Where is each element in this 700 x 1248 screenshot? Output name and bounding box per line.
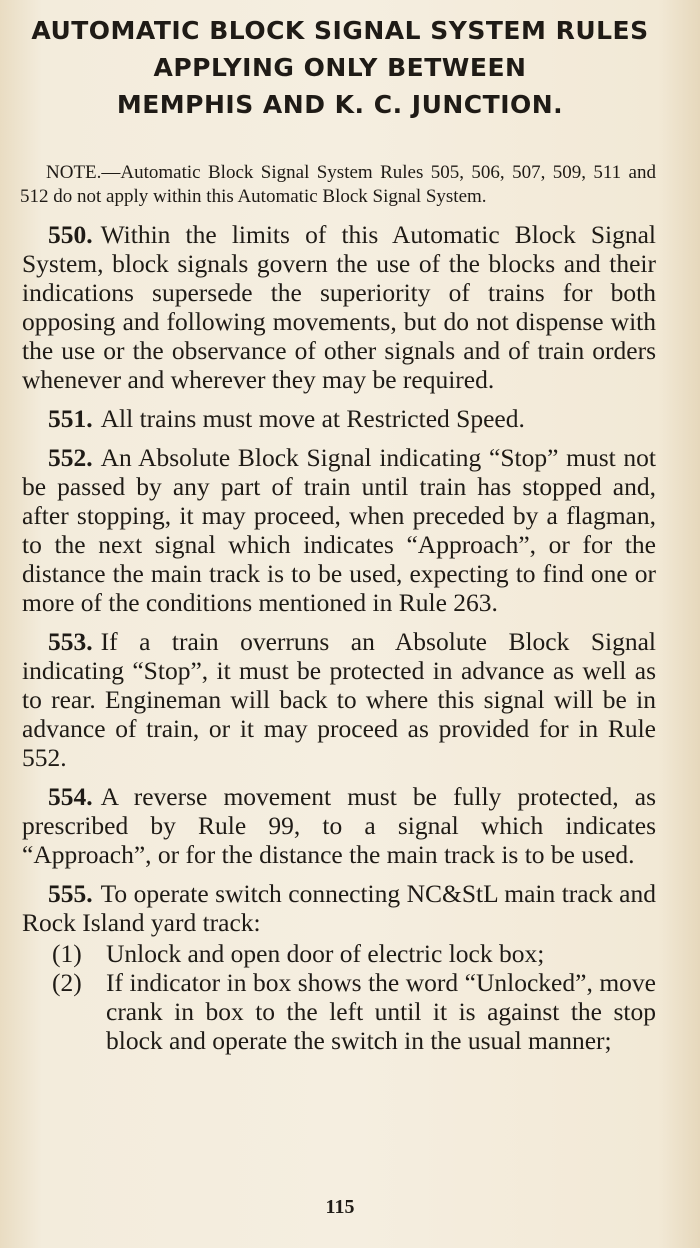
- subitem-text: Unlock and open door of electric lock box;: [106, 939, 545, 968]
- subitem-marker: (1): [52, 939, 82, 968]
- rule-number: 555.: [48, 879, 93, 908]
- page-number: 115: [325, 1196, 355, 1218]
- note-paragraph: NOTE.—Automatic Block Signal System Rules 505, 506, 507, 509, 511 and 512 do not apply within this Automatic Block Signal System.: [20, 162, 656, 207]
- subitem-marker: (2): [52, 968, 82, 997]
- rules-list: [22, 220, 656, 1055]
- rule-text: A reverse movement must be fully protected, as prescribed by Rule 99, to a signal which indicates “Approach”, or for the distance the main track is to be used.: [22, 782, 656, 869]
- rule-555: [22, 879, 656, 937]
- heading-line-3: MEMPHIS AND K. C. JUNCTION.: [116, 90, 564, 119]
- rule-text: Within the limits of this Automatic Block Signal System, block signals govern the use of the blocks and their indications supersede the superiority of trains for both opposing and following movements, but do not dispense with the use or the observance of other signals and of train orders whenever and wherever they may be required.: [22, 220, 656, 394]
- rule-555-subitem-1: [22, 939, 656, 968]
- rule-number: 551.: [48, 404, 93, 433]
- rule-number: 550.: [48, 220, 93, 249]
- rule-551: [22, 404, 656, 433]
- rule-text: All trains must move at Restricted Speed.: [100, 404, 525, 433]
- rule-555-subitem-2: [22, 968, 656, 1055]
- rule-552: [22, 443, 656, 617]
- subitem-text: If indicator in box shows the word “Unlocked”, move crank in box to the left until it is against the stop block and operate the switch in the usual manner;: [106, 968, 656, 1055]
- rule-number: 554.: [48, 782, 93, 811]
- rule-number: 553.: [48, 627, 93, 656]
- heading-line-2: APPLYING ONLY BETWEEN: [153, 53, 527, 82]
- rule-554: [22, 782, 656, 869]
- rule-550: [22, 220, 656, 394]
- rule-553: [22, 627, 656, 772]
- rule-number: 552.: [48, 443, 93, 472]
- rule-text: If a train overruns an Absolute Block Signal indicating “Stop”, it must be protected in advance as well as to rear. Engineman will back to where this signal will be in advance of train, or it may proceed as provided for in Rule 552.: [22, 627, 656, 772]
- rule-text: An Absolute Block Signal indicating “Stop” must not be passed by any part of train until train has stopped and, after stopping, it may proceed, when preceded by a flagman, to the next signal which indicates “Approach”, or for the distance the main track is to be used, expecting to find one or more of the conditions mentioned in Rule 263.: [22, 443, 656, 617]
- rule-text: To operate switch connecting NC&StL main track and Rock Island yard track:: [22, 879, 656, 937]
- heading-line-1: AUTOMATIC BLOCK SIGNAL SYSTEM RULES: [31, 16, 649, 45]
- page-heading: [20, 12, 660, 123]
